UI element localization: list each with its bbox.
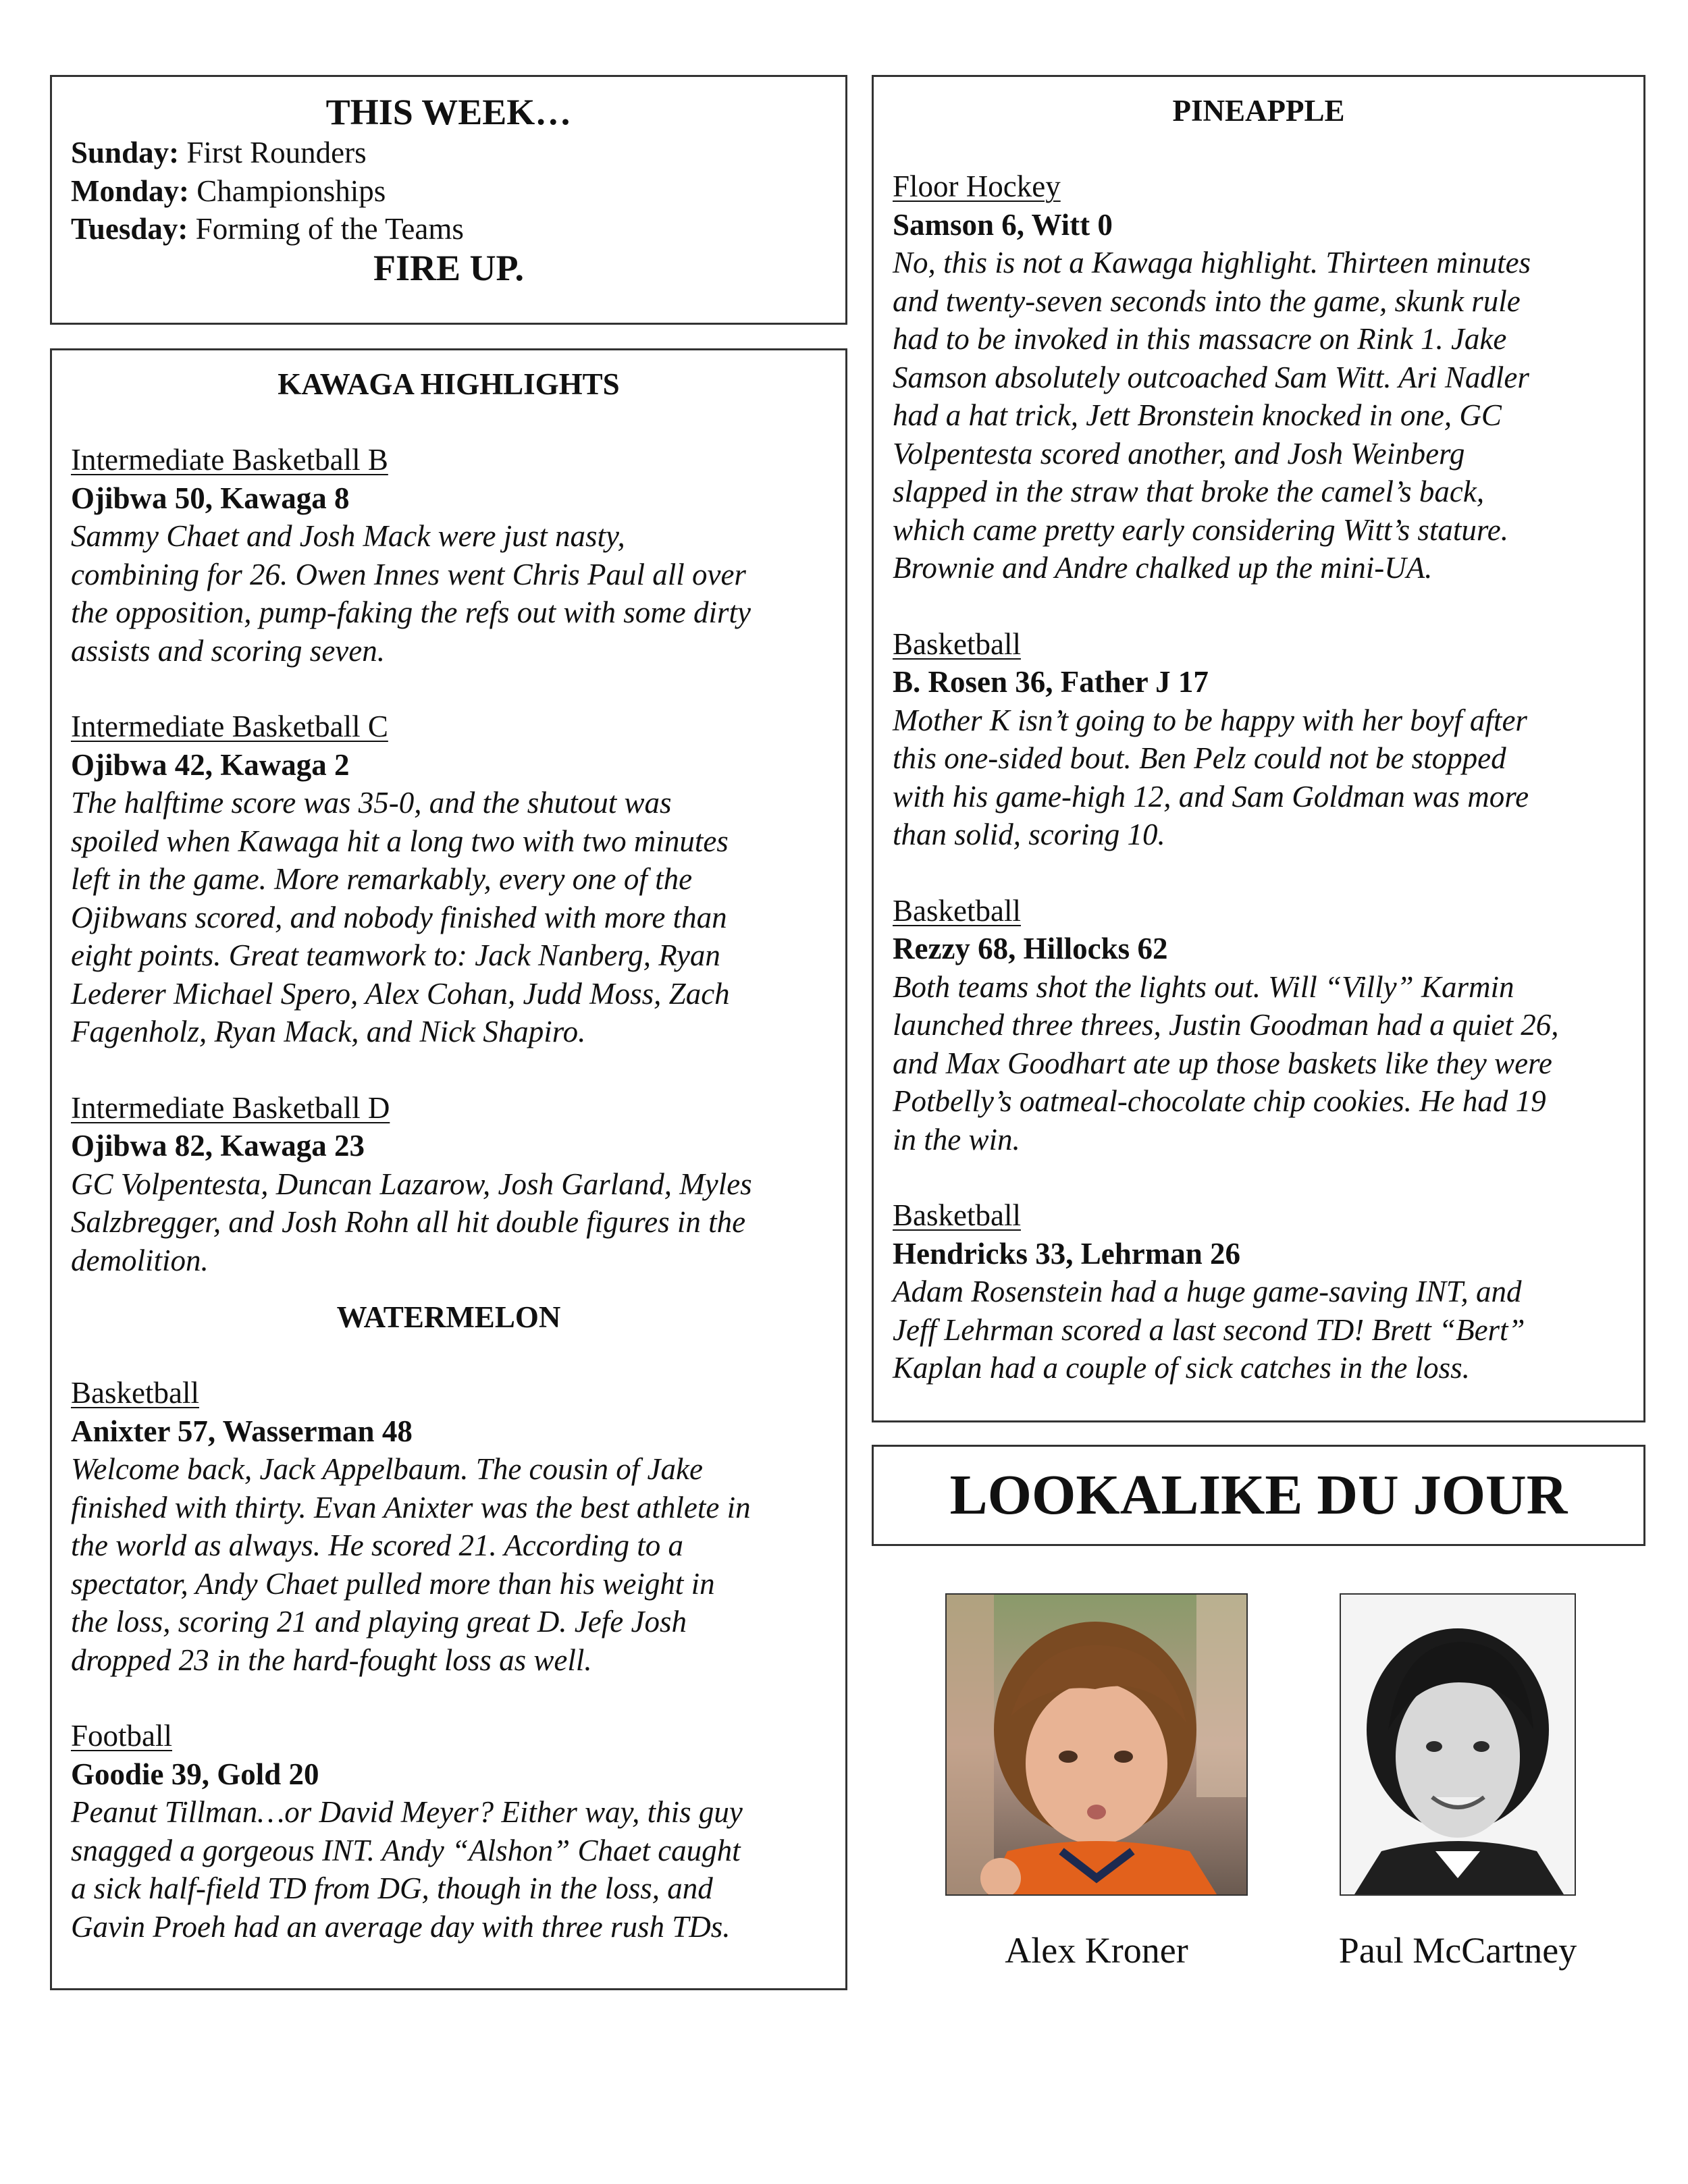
watermelon-game-1 (71, 1374, 826, 1679)
schedule-monday: Monday: Championships (71, 174, 386, 208)
game-score: B. Rosen 36, Father J 17 (893, 665, 1209, 699)
game-score: Ojibwa 42, Kawaga 2 (71, 747, 350, 782)
game-sport: Intermediate Basketball B (71, 443, 388, 477)
pineapple-game-2 (893, 625, 1625, 854)
lookalike-photo-right (1340, 1593, 1576, 1896)
kawaga-highlights-box (50, 348, 847, 1990)
game-summary-line: in the win. (893, 1122, 1020, 1156)
kawaga-game-1 (71, 441, 826, 670)
game-summary-line: snagged a gorgeous INT. Andy “Alshon” Chaet caught (71, 1833, 741, 1867)
game-sport: Basketball (893, 893, 1021, 928)
game-summary-line: launched three threes, Justin Goodman had a quiet 26, (893, 1008, 1559, 1042)
game-score: Samson 6, Witt 0 (893, 207, 1113, 242)
game-summary-line: Jeff Lehrman scored a last second TD! Brett “Bert” (893, 1312, 1525, 1347)
game-summary-line: the loss, scoring 21 and playing great D. Jefe Josh (71, 1605, 687, 1639)
kawaga-game-2 (71, 708, 826, 1051)
game-sport: Floor Hockey (893, 169, 1061, 203)
watermelon-game-2 (71, 1717, 826, 1946)
game-summary-line: dropped 23 in the hard-fought loss as well. (71, 1643, 592, 1677)
kawaga-game-3 (71, 1089, 826, 1280)
game-score: Ojibwa 50, Kawaga 8 (71, 481, 350, 515)
lookalike-title-box (872, 1445, 1645, 1546)
game-score: Ojibwa 82, Kawaga 23 (71, 1129, 365, 1163)
schedule-tuesday: Tuesday: Forming of the Teams (71, 212, 464, 246)
lookalike-left-caption: Alex Kroner (1005, 1930, 1188, 1971)
game-summary-line: finished with thirty. Evan Anixter was the best athlete in (71, 1490, 751, 1524)
game-summary-line: Brownie and Andre chalked up the mini-UA. (893, 551, 1433, 585)
game-summary-line: Ojibwans scored, and nobody finished with more than (71, 900, 727, 934)
game-summary-line: demolition. (71, 1243, 209, 1277)
game-summary-line: Mother K isn’t going to be happy with her boyf after (893, 703, 1527, 737)
game-score: Hendricks 33, Lehrman 26 (893, 1236, 1241, 1271)
game-summary-line: with his game-high 12, and Sam Goldman was more (893, 779, 1529, 814)
game-summary-line: Samson absolutely outcoached Sam Witt. Ari Nadler (893, 360, 1529, 394)
watermelon-title: WATERMELON (336, 1300, 561, 1334)
game-summary-line: had to be invoked in this massacre on Rink 1. Jake (893, 322, 1507, 356)
lookalike-title: LOOKALIKE DU JOUR (949, 1464, 1568, 1526)
game-summary-line: Both teams shot the lights out. Will “Villy” Karmin (893, 969, 1514, 1004)
game-summary-line: No, this is not a Kawaga highlight. Thirteen minutes (893, 246, 1531, 279)
schedule-sunday: Sunday: First Rounders (71, 136, 367, 169)
game-score: Anixter 57, Wasserman 48 (71, 1414, 413, 1448)
fire-up-slogan: FIRE UP. (373, 247, 525, 288)
game-summary-line: than solid, scoring 10. (893, 818, 1165, 851)
game-sport: Intermediate Basketball D (71, 1090, 390, 1125)
game-summary-line: slapped in the straw that broke the camel’s back, (893, 475, 1485, 508)
game-summary-line: spectator, Andy Chaet pulled more than his weight in (71, 1566, 715, 1601)
game-summary-line: GC Volpentesta, Duncan Lazarow, Josh Garland, Myles (71, 1167, 752, 1201)
game-summary-line: and twenty-seven seconds into the game, skunk rule (893, 284, 1521, 318)
game-summary-line: Volpentesta scored another, and Josh Weinberg (893, 436, 1465, 471)
game-summary-line: the world as always. He scored 21. According to a (71, 1528, 684, 1562)
game-summary-line: this one-sided bout. Ben Pelz could not be stopped (893, 741, 1506, 775)
this-week-title: THIS WEEK… (325, 92, 572, 132)
game-sport: Intermediate Basketball C (71, 710, 388, 743)
this-week-box (50, 75, 847, 325)
game-summary-line: eight points. Great teamwork to: Jack Nanberg, Ryan (71, 938, 720, 972)
pineapple-game-4 (893, 1196, 1625, 1387)
game-summary-line: Fagenholz, Ryan Mack, and Nick Shapiro. (71, 1015, 586, 1048)
game-score: Rezzy 68, Hillocks 62 (893, 932, 1168, 965)
game-summary-line: combining for 26. Owen Innes went Chris Paul all over (71, 557, 746, 591)
lookalike-photo-left (945, 1593, 1248, 1896)
game-summary-line: Gavin Proeh had an average day with three rush TDs. (71, 1909, 731, 1944)
game-summary-line: Potbelly’s oatmeal-chocolate chip cookies. He had 19 (893, 1084, 1546, 1118)
game-summary-line: the opposition, pump-faking the refs out with some dirty (71, 595, 751, 629)
game-sport: Basketball (71, 1376, 199, 1410)
kawaga-title: KAWAGA HIGHLIGHTS (278, 367, 620, 401)
lookalike-right-caption: Paul McCartney (1338, 1930, 1577, 1971)
game-summary-line: which came pretty early considering Witt’s stature. (893, 512, 1508, 547)
child-portrait-image (947, 1595, 1246, 1894)
game-summary-line: Salzbregger, and Josh Rohn all hit double figures in the (71, 1205, 746, 1239)
game-summary-line: The halftime score was 35-0, and the shutout was (71, 786, 672, 820)
game-summary-line: assists and scoring seven. (71, 633, 385, 668)
game-summary-line: Peanut Tillman…or David Meyer? Either way, this guy (71, 1795, 743, 1829)
game-summary-line: Kaplan had a couple of sick catches in the loss. (893, 1351, 1470, 1385)
game-summary-line: Lederer Michael Spero, Alex Cohan, Judd Moss, Zach (71, 976, 730, 1011)
pineapple-game-1 (893, 167, 1625, 587)
pineapple-title: PINEAPPLE (1172, 94, 1345, 128)
game-summary-line: Adam Rosenstein had a huge game-saving INT, and (893, 1275, 1522, 1308)
game-summary-line: had a hat trick, Jett Bronstein knocked in one, GC (893, 398, 1502, 432)
mccartney-portrait-image (1341, 1595, 1575, 1894)
game-sport: Football (71, 1719, 173, 1753)
game-sport: Basketball (893, 1198, 1021, 1232)
game-summary-line: Welcome back, Jack Appelbaum. The cousin of Jake (71, 1452, 703, 1486)
pineapple-box (872, 75, 1645, 1422)
game-summary-line: spoiled when Kawaga hit a long two with two minutes (71, 824, 729, 858)
game-summary-line: and Max Goodhart ate up those baskets like they were (893, 1046, 1552, 1080)
game-summary-line: a sick half-field TD from DG, though in the loss, and (71, 1871, 713, 1905)
game-summary-line: Sammy Chaet and Josh Mack were just nasty, (71, 519, 625, 553)
pineapple-game-3 (893, 892, 1625, 1159)
game-score: Goodie 39, Gold 20 (71, 1757, 319, 1791)
game-summary-line: left in the game. More remarkably, every one of the (71, 862, 693, 896)
game-sport: Basketball (893, 627, 1021, 661)
